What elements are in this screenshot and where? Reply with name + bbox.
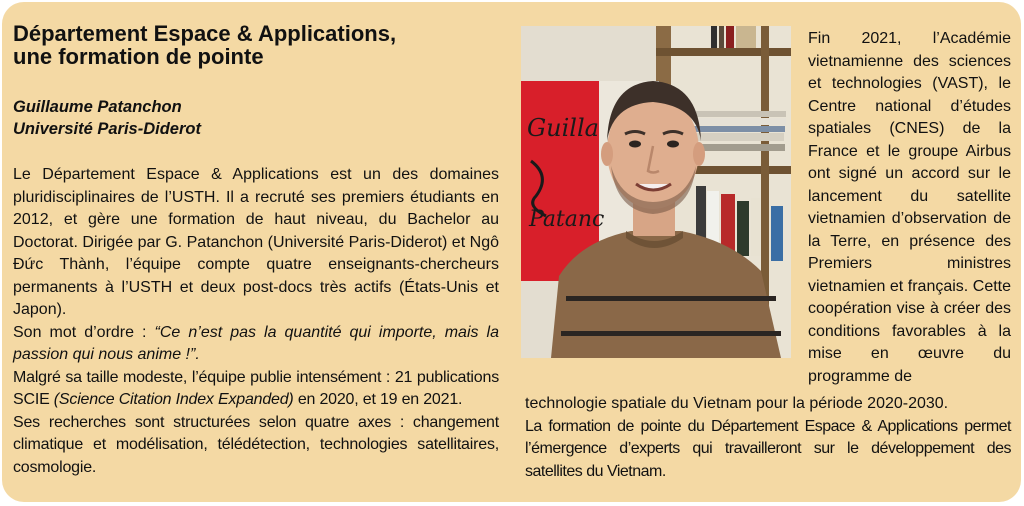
author-block — [13, 96, 201, 140]
poster-text-2: Patanc — [529, 207, 605, 232]
article-title — [13, 22, 493, 68]
publications-paragraph — [13, 367, 499, 412]
poster-text-1: Guilla — [527, 114, 599, 142]
article-body-left — [13, 164, 499, 479]
portrait-illustration — [521, 26, 791, 358]
article-body-bottom — [525, 393, 1011, 483]
agreement-continued: technologie spatiale du Vietnam pour la période 2020-2030. — [525, 395, 949, 412]
article-body-right — [808, 28, 1011, 388]
publications-text-1: Malgré sa taille modeste, l’équipe publie intensément : 21 publications SCIE — [13, 368, 499, 408]
agreement-paragraph: Fin 2021, l’Académie vietnamienne des sciences et technologies (VAST), le Centre national d’études spatiales (CNES) de la France et le groupe Airbus ont signé un accord sur le lancement du satellite vietnamien d’observation de la Terre, en présence des Premiers ministres vietnamien et français. Cette coopération vise à créer des conditions favorables à la mise en œuvre du programme de — [808, 30, 1011, 385]
title-line-1: Département Espace & Applications, — [13, 21, 397, 46]
publications-text-2: en 2020, et 19 en 2021. — [293, 391, 463, 408]
research-axes-paragraph: Ses recherches sont structurées selon quatre axes : changement climatique et modélisation, télédétection, technologies satellitaires, cosmologie. — [13, 413, 499, 476]
motto-quote: “Ce n’est pas la quantité qui importe, mais la passion qui nous anime !”. — [13, 323, 499, 363]
motto-paragraph — [13, 322, 499, 367]
publications-index-name: (Science Citation Index Expanded) — [53, 391, 294, 408]
author-name: Guillaume Patanchon — [13, 98, 182, 116]
intro-paragraph: Le Département Espace & Applications est un des domaines pluridisciplinaires de l’USTH. Il a recruté ses premiers étudiants en 2012, et gère une formation de haut niveau, du Bachelor au Doctorat. Dirigée par G. Patanchon (Université Paris-Diderot) et Ngô Đức Thành, l’équipe compte quatre enseignants-chercheurs permanents à l’USTH et deux post-docs très actifs (États-Unis et Japon). — [13, 166, 499, 318]
title-line-2: une formation de pointe — [13, 44, 264, 69]
author-affiliation: Université Paris-Diderot — [13, 120, 201, 138]
portrait-photo — [521, 26, 791, 358]
closing-paragraph: La formation de pointe du Département Espace & Applications permet l’émergence d’experts qui travailleront sur le développement des satellites du Vietnam. — [525, 417, 1011, 480]
motto-prefix: Son mot d’ordre : — [13, 323, 155, 341]
